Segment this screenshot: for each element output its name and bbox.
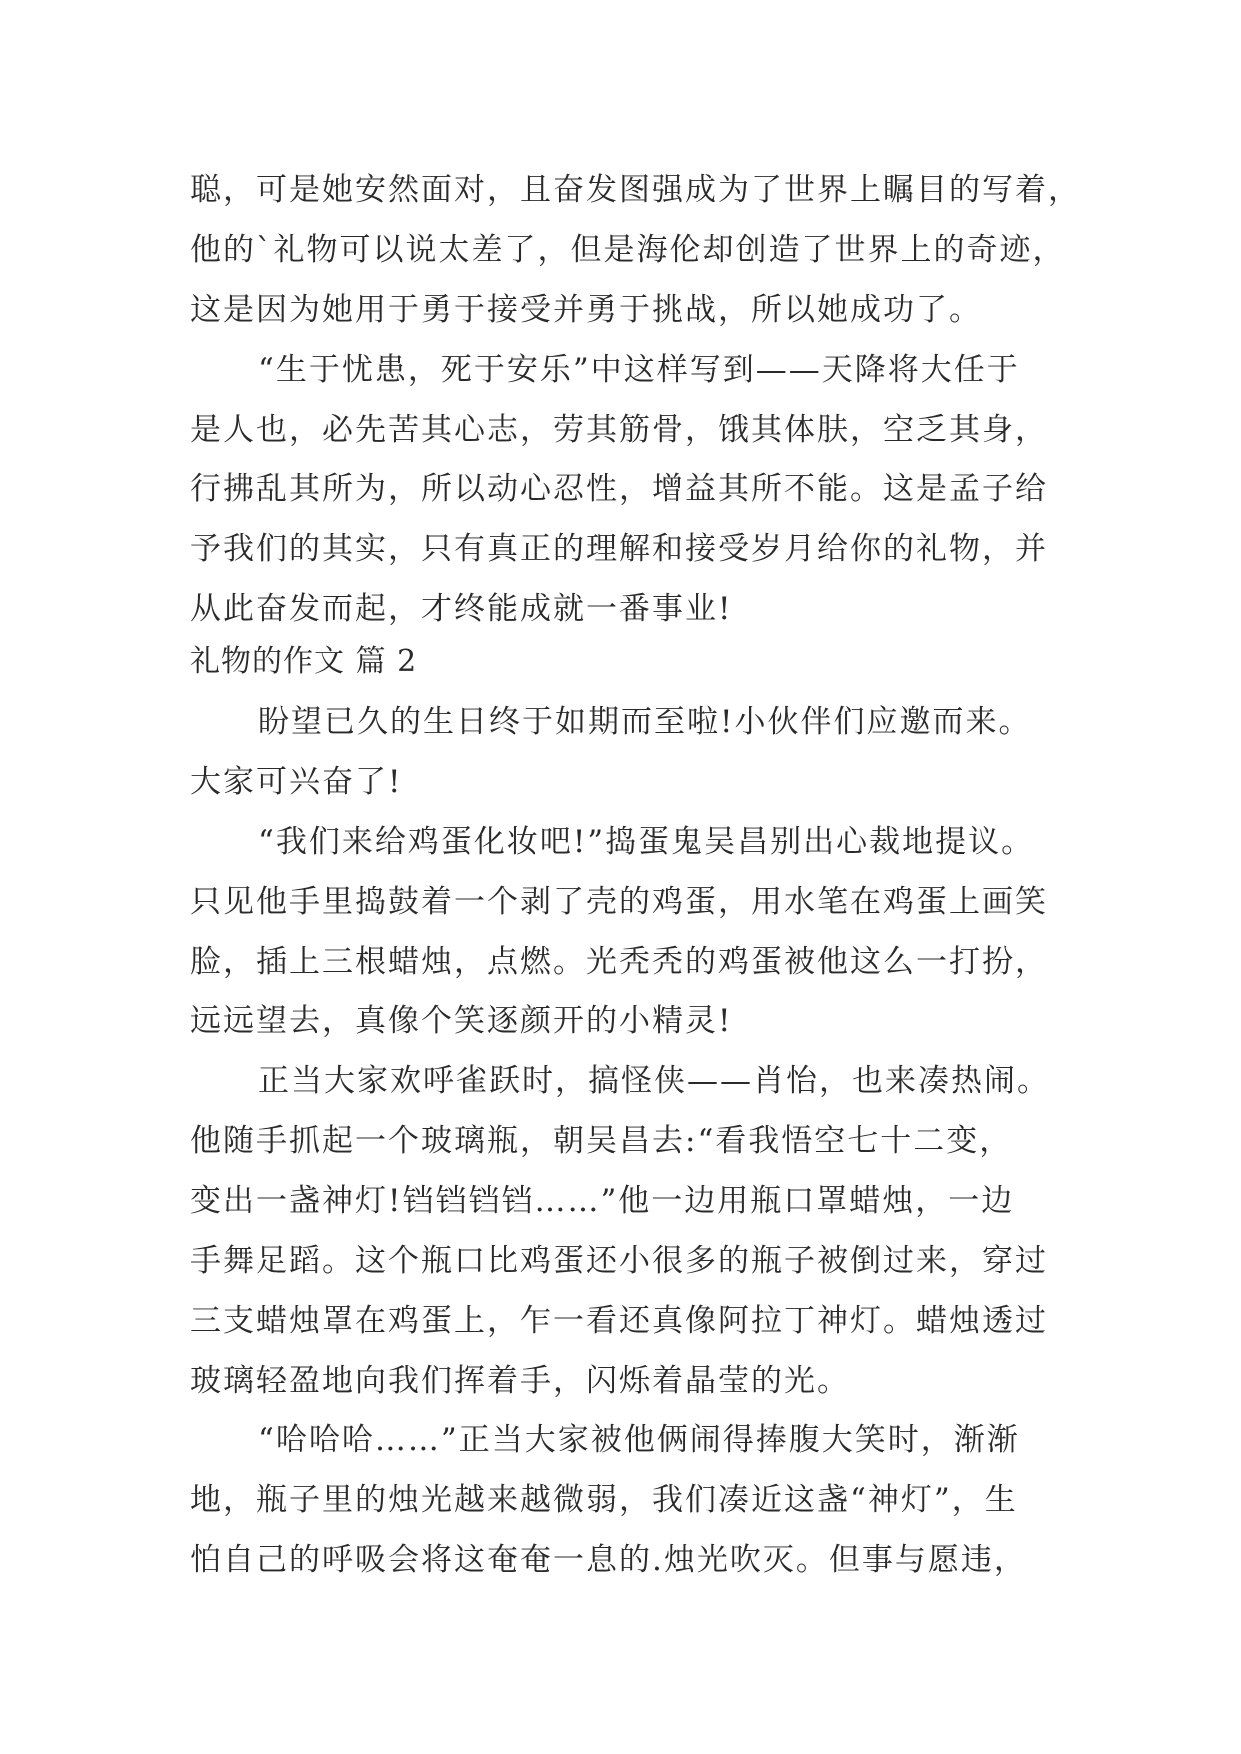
text-line: 行拂乱其所为，所以动心忍性，增益其所不能。这是孟子给 [190, 471, 1048, 507]
text-line: 三支蜡烛罩在鸡蛋上，乍一看还真像阿拉丁神灯。蜡烛透过 [190, 1303, 1048, 1339]
text-line: 脸，插上三根蜡烛，点燃。光秃秃的鸡蛋被他这么一打扮， [190, 944, 1048, 980]
text-line: 只见他手里捣鼓着一个剥了壳的鸡蛋，用水笔在鸡蛋上画笑 [190, 884, 1048, 920]
paragraph-first-line: 正当大家欢呼雀跃时，搞怪侠——肖怡，也来凑热闹。 [258, 1063, 1050, 1099]
text-line: 从此奋发而起，才终能成就一番事业! [190, 591, 733, 627]
text-line: 远远望去，真像个笑逐颜开的小精灵! [190, 1003, 733, 1039]
text-line: 聪，可是她安然面对，且奋发图强成为了世界上瞩目的写着， [190, 172, 1081, 208]
text-line: 予我们的其实，只有真正的理解和接受岁月给你的礼物，并 [190, 531, 1048, 567]
text-line: 变出一盏神灯!铛铛铛铛……”他一边用瓶口罩蜡烛，一边 [190, 1183, 1015, 1219]
paragraph-first-line: “哈哈哈……”正当大家被他俩闹得捧腹大笑时，渐渐 [258, 1422, 1020, 1458]
paragraph-first-line: 盼望已久的生日终于如期而至啦!小伙伴们应邀而来。 [258, 704, 1032, 740]
section-heading: 礼物的作文 篇 2 [190, 644, 418, 679]
text-line: 大家可兴奋了! [190, 764, 403, 800]
text-line: 这是因为她用于勇于接受并勇于挑战，所以她成功了。 [190, 292, 982, 328]
text-line: 地，瓶子里的烛光越来越微弱，我们凑近这盏“神灯”，生 [190, 1482, 1018, 1518]
text-line: 他的`礼物可以说太差了，但是海伦却创造了世界上的奇迹， [190, 232, 1066, 268]
text-line: 他随手抓起一个玻璃瓶，朝吴昌去:“看我悟空七十二变， [190, 1123, 1013, 1159]
text-line: 玻璃轻盈地向我们挥着手，闪烁着晶莹的光。 [190, 1363, 850, 1399]
text-line: 怕自己的呼吸会将这奄奄一息的.烛光吹灭。但事与愿违， [190, 1542, 1027, 1578]
paragraph-first-line: “我们来给鸡蛋化妆吧!”捣蛋鬼吴昌别出心裁地提议。 [258, 824, 1035, 860]
text-line: 手舞足蹈。这个瓶口比鸡蛋还小很多的瓶子被倒过来，穿过 [190, 1243, 1048, 1279]
text-line: 是人也，必先苦其心志，劳其筋骨，饿其体肤，空乏其身， [190, 412, 1048, 448]
paragraph-first-line: “生于忧患，死于安乐”中这样写到——天降将大任于 [258, 352, 1020, 388]
